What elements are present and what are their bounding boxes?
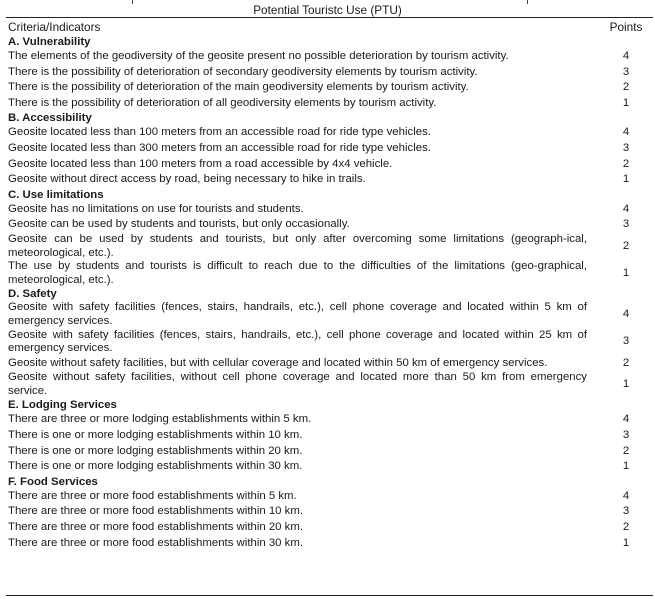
table-header-row: [8, 18, 649, 35]
table-row: [8, 141, 649, 157]
criterion-text: There are three or more food establishments within 5 km.: [8, 489, 297, 502]
criterion-points: 4: [622, 126, 630, 139]
criterion-points: 3: [622, 218, 630, 231]
criterion-points: 4: [622, 413, 630, 426]
criterion-points: 2: [622, 81, 630, 94]
criterion-points: 2: [622, 239, 630, 252]
criterion-text: Geosite located less than 100 meters from an accessible road for ride type vehicles.: [8, 126, 431, 139]
criterion-points: 4: [622, 489, 630, 502]
table-row: [8, 489, 649, 505]
table-row: [8, 80, 649, 96]
table-row: [8, 260, 649, 287]
criterion-points: 3: [622, 141, 630, 154]
criterion-text: There is one or more lodging establishments within 30 km.: [8, 460, 303, 473]
section-heading: F. Food Services: [8, 475, 98, 488]
table-row: [8, 444, 649, 460]
table-bottom-rule: [6, 595, 653, 596]
criterion-points: 2: [622, 157, 630, 170]
criterion-points: 1: [622, 173, 630, 186]
table-row: [8, 65, 649, 81]
criterion-points: 4: [622, 308, 630, 321]
section-heading: B. Accessibility: [8, 112, 92, 125]
criterion-points: 2: [622, 356, 630, 369]
criterion-points: 1: [622, 266, 630, 279]
table-row: [8, 125, 649, 141]
criterion-text: Geosite has no limitations on use for tourists and students.: [8, 202, 304, 215]
section-heading-row: [8, 475, 649, 489]
criterion-text: Geosite with safety facilities (fences, stairs, handrails, etc.), cell phone coverage and located within 25 km of emergency services.: [8, 328, 587, 355]
points-column-header: Points: [609, 20, 643, 34]
criterion-text: Geosite with safety facilities (fences, stairs, handrails, etc.), cell phone coverage and located within 5 km of emergency services.: [8, 301, 587, 327]
criterion-text: There are three or more food establishments within 20 km.: [8, 521, 304, 534]
criterion-points: 4: [622, 202, 630, 215]
section-heading-row: [8, 188, 649, 202]
criterion-text: The use by students and tourists is difficult to reach due to the difficulties of the limitations (geo-graphical, meteorological, etc.).: [8, 260, 587, 286]
section-heading-row: [8, 35, 649, 49]
criterion-points: 3: [622, 335, 630, 348]
table-row: [8, 233, 649, 260]
table-row: [8, 329, 649, 356]
section-heading-row: [8, 111, 649, 125]
table-row: [8, 49, 649, 65]
table-row: [8, 301, 649, 328]
criterion-text: The elements of the geodiversity of the geosite present no possible deterioration by tourism activity.: [8, 50, 509, 62]
criterion-points: 3: [622, 65, 630, 78]
criterion-points: 3: [622, 429, 630, 442]
criterion-text: Geosite located less than 100 meters from a road accessible by 4x4 vehicle.: [8, 157, 393, 170]
criterion-text: There is one or more lodging establishments within 10 km.: [8, 429, 303, 442]
table-row: [8, 536, 649, 552]
section-heading: D. Safety: [8, 288, 57, 301]
section-heading-row: [8, 398, 649, 412]
criterion-text: Geosite can be used by students and tourists, but only occasionally.: [8, 218, 350, 231]
criterion-text: Geosite without safety facilities, without cell phone coverage and located more than 50 km from emergency service.: [8, 371, 587, 397]
section-heading: A. Vulnerability: [8, 36, 91, 48]
criterion-text: There is the possibility of deterioration of secondary geodiversity elements by tourism activity.: [8, 65, 478, 78]
table-row: [8, 217, 649, 233]
criterion-text: There are three or more food establishments within 30 km.: [8, 536, 304, 549]
table-row: [8, 504, 649, 520]
criterion-text: There is the possibility of deterioration of the main geodiversity elements by tourism activity.: [8, 81, 469, 94]
criterion-points: 1: [622, 536, 630, 549]
table-row: [8, 371, 649, 398]
table-row: [8, 520, 649, 536]
criterion-text: Geosite located less than 300 meters from an accessible road for ride type vehicles.: [8, 141, 431, 154]
criterion-points: 2: [622, 444, 630, 457]
ptu-table: [8, 18, 649, 551]
table-row: [8, 96, 649, 112]
criterion-points: 1: [622, 378, 630, 391]
criterion-points: 3: [622, 505, 630, 518]
criterion-text: Geosite without safety facilities, but with cellular coverage and located within 50 km of emergency services.: [8, 356, 548, 369]
table-row: [8, 157, 649, 173]
criterion-text: There are three or more lodging establishments within 5 km.: [8, 413, 312, 426]
table-row: [8, 202, 649, 218]
table-row: [8, 428, 649, 444]
criteria-column-header: Criteria/Indicators: [8, 20, 101, 34]
table-row: [8, 412, 649, 428]
criterion-points: 4: [622, 50, 630, 62]
criterion-text: There are three or more food establishments within 10 km.: [8, 505, 304, 518]
table-title: Potential Touristc Use (PTU): [253, 3, 402, 17]
section-heading: C. Use limitations: [8, 188, 104, 201]
criterion-points: 2: [622, 521, 630, 534]
criterion-text: There is the possibility of deterioration of all geodiversity elements by tourism activity.: [8, 96, 437, 109]
section-heading: E. Lodging Services: [8, 399, 117, 412]
criterion-text: There is one or more lodging establishments within 20 km.: [8, 444, 303, 457]
table-row: [8, 356, 649, 372]
section-heading-row: [8, 287, 649, 301]
criterion-points: 1: [622, 96, 630, 109]
table-row: [8, 172, 649, 188]
criterion-text: Geosite without direct access by road, being necessary to hike in trails.: [8, 173, 366, 186]
criterion-points: 1: [622, 460, 630, 473]
table-row: [8, 459, 649, 475]
criterion-text: Geosite can be used by students and tourists, but only after overcoming some limitations (geograph-ical, meteorological, etc.).: [8, 232, 587, 259]
